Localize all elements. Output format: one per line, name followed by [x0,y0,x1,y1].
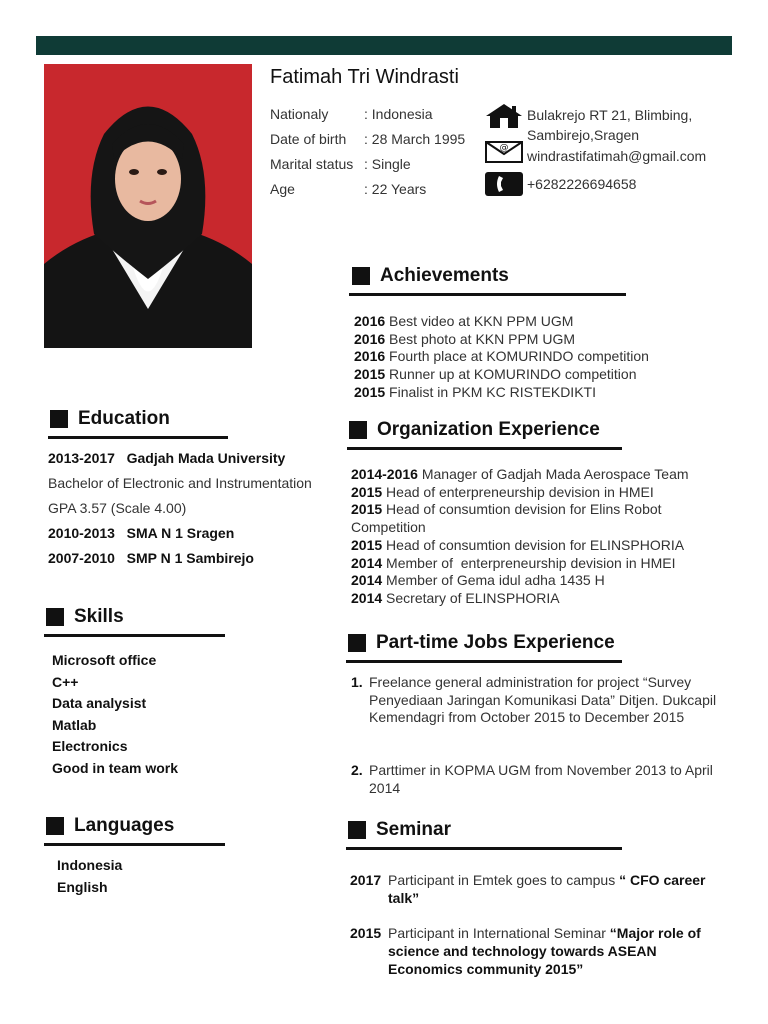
job-number: 2. [351,762,363,778]
education-gpa: GPA 3.57 (Scale 4.00) [48,500,187,516]
job-text: Freelance general administration for project “Survey Penyediaan Jaringan Komunikasi Data” Ditjen. Dukcapil Kemendagri from October 2015 to December 2015 [369,674,717,725]
svg-text:@: @ [499,143,509,153]
info-value: : Single [364,156,411,172]
section-title: Seminar [376,819,451,840]
info-label: Age [270,181,295,197]
education-degree: Bachelor of Electronic and Instrumentation [48,475,312,491]
education-list [48,446,312,571]
section-title: Languages [74,815,175,836]
organization-item: 2015 Head of enterpreneurship devision in HMEI [351,483,654,500]
section-divider [44,843,225,846]
section-divider [349,293,626,296]
seminar-year: 2015 [350,925,382,941]
section-title: Education [78,408,170,429]
address-line2: Sambirejo,Sragen [527,127,640,143]
organization-item: 2015 Head of consumtion devision for Elins Robot Competition [351,501,662,536]
section-title: Organization Experience [377,419,600,440]
info-value: : 28 March 1995 [364,131,466,147]
section-bullet-icon [46,608,64,626]
section-bullet-icon [50,410,68,428]
organization-item: 2015 Head of consumtion devision for ELINSPHORIA [351,536,685,553]
section-divider [346,847,622,850]
job-text: Parttimer in KOPMA UGM from November 2013 to April 2014 [369,762,713,796]
candidate-name: Fatimah Tri Windrasti [270,66,459,88]
education-heading [50,408,170,430]
organization-heading [349,419,600,441]
email-address[interactable]: windrastifatimah@gmail.com [527,148,707,164]
achievement-item: 2016 Best video at KKN PPM UGM [354,313,574,329]
section-bullet-icon [349,421,367,439]
jobs-heading [348,632,615,654]
seminar-year: 2017 [350,872,382,888]
phone-number[interactable]: +6282226694658 [527,176,637,192]
achievements-heading [352,265,509,287]
seminar-text: Participant in Emtek goes to campus “ CFO career talk” [388,872,706,906]
seminar-item [350,924,720,978]
email-icon [484,139,524,166]
languages-list [57,855,122,898]
info-row-marital [270,156,484,181]
languages-heading [46,815,174,837]
skill-item: Data analysist [52,695,147,712]
personal-info [270,106,484,206]
info-value: : 22 Years [364,181,427,197]
section-title: Part-time Jobs Experience [376,632,615,653]
section-divider [347,447,622,450]
seminar-text: Participant in International Seminar “Major role of science and technology towards ASEAN Economics community 2015” [388,925,701,977]
info-label: Date of birth [270,131,347,147]
section-bullet-icon [348,634,366,652]
language-item: English [57,878,108,895]
organization-item: 2014-2016 Manager of Gadjah Mada Aerospace Team [351,466,689,482]
organization-item: 2014 Member of enterpreneurship devision in HMEI [351,554,676,571]
profile-photo [44,64,252,348]
education-item: 2010-2013 SMA N 1 Sragen [48,525,235,541]
skill-item: Microsoft office [52,652,157,668]
section-divider [346,660,622,663]
achievement-item: 2015 Finalist in PKM KC RISTEKDIKTI [354,383,596,400]
job-item [351,674,723,727]
info-row-nationality [270,106,484,131]
info-label: Marital status [270,156,354,172]
education-item: 2013-2017 Gadjah Mada University [48,450,286,466]
organization-item: 2014 Secretary of ELINSPHORIA [351,589,560,606]
skill-item: Good in team work [52,759,179,776]
skills-list [52,650,178,780]
phone-icon [484,171,524,200]
section-title: Achievements [380,265,509,286]
section-divider [48,436,228,439]
header-bar [36,36,732,55]
seminar-heading [348,819,451,841]
section-bullet-icon [46,817,64,835]
organization-item: 2014 Member of Gema idul adha 1435 H [351,572,605,589]
home-icon [484,103,524,132]
achievement-item: 2015 Runner up at KOMURINDO competition [354,366,637,383]
section-title: Skills [74,606,124,627]
info-row-age [270,181,484,206]
info-label: Nationaly [270,106,329,122]
section-bullet-icon [352,267,370,285]
skill-item: Matlab [52,716,97,733]
language-item: Indonesia [57,857,123,873]
skill-item: Electronics [52,738,128,755]
info-row-dob [270,131,484,156]
seminar-item [350,871,720,907]
skill-item: C++ [52,673,79,690]
info-value: : Indonesia [364,106,433,122]
section-divider [44,634,225,637]
achievement-item: 2016 Best photo at KKN PPM UGM [354,330,576,347]
education-item: 2007-2010 SMP N 1 Sambirejo [48,550,254,566]
job-number: 1. [351,674,363,690]
organization-list [351,466,731,608]
job-item [351,762,723,797]
achievement-item: 2016 Fourth place at KOMURINDO competition [354,348,649,365]
achievements-list [354,313,649,402]
address-line1: Bulakrejo RT 21, Blimbing, [527,107,693,123]
skills-heading [46,606,124,628]
section-bullet-icon [348,821,366,839]
